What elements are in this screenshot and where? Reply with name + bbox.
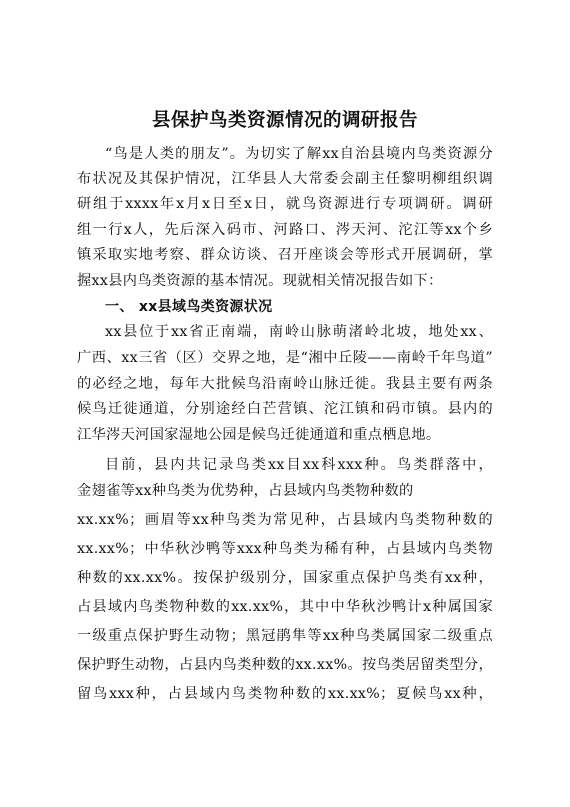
document-title: 县保护鸟类资源情况的调研报告 [151, 110, 418, 131]
paragraph-line: xx.xx%；画眉等xx种鸟类为常见种，占县域内鸟类物种数的 [77, 512, 493, 528]
paragraph-line: 握xx县内鸟类资源的基本情况。现就相关情况报告如下： [77, 273, 443, 289]
paragraph-line: 候鸟迁徙通道，分别途经白芒营镇、沱江镇和码市镇。县内的 [77, 401, 493, 417]
paragraph-line: 组一行x人，先后深入码市、河路口、涔天河、沱江等xx个乡 [77, 222, 493, 238]
paragraph-line: 镇采取实地考察、群众访谈、召开座谈会等形式开展调研，掌 [77, 247, 493, 263]
paragraph-line: 占县域内鸟类物种数的xx.xx%，其中中华秋沙鸭计x种属国家 [77, 599, 493, 615]
paragraph-line: 广西、xx三省（区）交界之地，是“湘中丘陵——南岭千年鸟道” [77, 350, 493, 366]
paragraph-line: 保护野生动物，占县内鸟类种数的xx.xx%。按鸟类居留类型分， [77, 657, 493, 673]
paragraph-line: 研组于xxxx年x月x日至x日，就鸟资源进行专项调研。调研 [77, 196, 493, 212]
paragraph-line: 一级重点保护野生动物；黑冠鹃隼等xx种鸟类属国家二级重点 [77, 628, 493, 644]
paragraph-line: 目前，县内共记录鸟类xx目xx科xxx种。鸟类群落中， [105, 457, 493, 473]
paragraph-line: 的必经之地，每年大批候鸟沿南岭山脉迁徙。我县主要有两条 [77, 376, 493, 392]
paragraph-line: 种数的xx.xx%。按保护级别分，国家重点保护鸟类有xx种， [77, 570, 493, 586]
paragraph-line: xx县位于xx省正南端，南岭山脉萌渚岭北坡，地处xx、 [105, 324, 493, 340]
paragraph-line: 留鸟xxx种，占县域内鸟类物种数的xx.xx%；夏候鸟xx种， [77, 686, 493, 702]
paragraph-line: “鸟是人类的朋友”。为切实了解xx自治县境内鸟类资源分 [105, 146, 493, 162]
paragraph-line: 金翅雀等xx种鸟类为优势种，占县域内鸟类物种数的 [77, 483, 414, 499]
paragraph-line: 布状况及其保护情况，江华县人大常委会副主任黎明柳组织调 [77, 171, 493, 187]
paragraph-line: xx.xx%；中华秋沙鸭等xxx种鸟类为稀有种，占县域内鸟类物 [77, 541, 493, 557]
paragraph-line: 江华涔天河国家湿地公园是候鸟迁徙通道和重点栖息地。 [77, 427, 441, 443]
section-heading: 一、 xx县域鸟类资源状况 [105, 299, 273, 315]
